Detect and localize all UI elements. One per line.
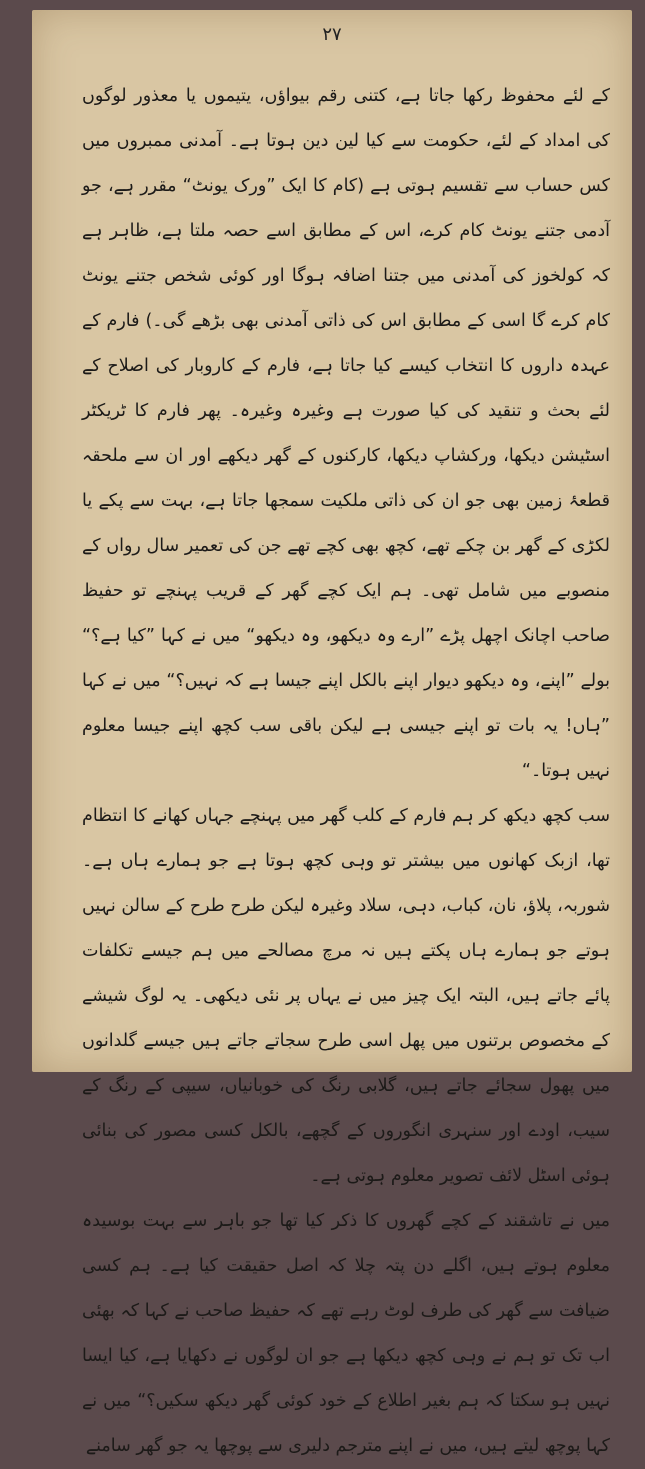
paragraph: میں نے تاشقند کے کچے گھروں کا ذکر کیا تھا جو باہر سے بہت بوسیدہ معلوم ہوتے ہیں، اگلے دن پتہ چلا کہ اصل حقیقت کیا ہے۔ ہم کسی ضیافت سے گھر کی طرف لوٹ رہے تھے کہ حفیظ صاحب نے کہا کہ بھئی اب تک تو ہم نے وہی کچھ دیکھا ہے جو ان لوگوں نے دکھایا ہے، کیا ایسا نہیں ہو سکتا کہ ہم بغیر اطلاع کے خود کوئی گھر دیکھ سکیں؟“ میں نے کہا پوچھ لیتے ہیں، میں نے اپنے مترجم دلیری سے پوچھا یہ جو گھر سامنے xyxy=(82,1211,610,1456)
paragraph: کے لئے محفوظ رکھا جاتا ہے، کتنی رقم بیواؤں، یتیموں یا معذور لوگوں کی امداد کے لئے، حکومت سے کیا لین دین ہوتا ہے۔ آمدنی ممبروں میں کس حساب سے تقسیم ہوتی ہے (کام کا ایک ”ورک یونٹ“ مقرر ہے، جو آدمی جتنے یونٹ کام کرے، اس کے مطابق اسے حصہ ملتا ہے، ظاہر ہے کہ کولخوز کی آمدنی میں جتنا اضافہ ہوگا اور کوئی شخص جتنے یونٹ کام کرے گا اسی کے مطابق اس کی ذاتی آمدنی بھی بڑھے گی۔) فارم کے عہدہ داروں کا انتخاب کیسے کیا جاتا ہے، فارم کے کاروبار کی اصلاح کے لئے بحث و تنقید کی کیا صورت ہے وغیرہ وغیرہ۔ پھر فارم کا ٹریکٹر اسٹیشن دیکھا، ورکشاپ دیکھا، کارکنوں کے گھر دیکھے اور ان سے ملحقہ قطعۂ زمین بھی جو ان کی ذاتی ملکیت سمجھا جاتا ہے، بہت سے پکے یا لکڑی کے گھر بن چکے تھے، کچھ بھی کچے تھے جن کی تعمیر سال رواں کے منصوبے میں شامل تھی۔ ہم ایک کچے گھر کے قریب پہنچے تو حفیظ صاحب اچانک اچھل پڑے ”ارے وہ دیکھو، وہ دیکھو“ میں نے کہا ”کیا ہے؟“ بولے ”اپنے، وہ دیکھو دیوار اپنے بالکل اپنے جیسا ہے کہ نہیں؟“ میں نے کہا ”ہاں! یہ بات تو اپنے جیسی ہے لیکن باقی سب کچھ اپنے جیسا معلوم نہیں ہوتا۔“ xyxy=(82,86,610,781)
book-page xyxy=(32,10,632,1456)
paragraph: سب کچھ دیکھ کر ہم فارم کے کلب گھر میں پہنچے جہاں کھانے کا انتظام تھا، ازبک کھانوں میں بیشتر تو وہی کچھ ہوتا ہے جو ہمارے ہاں ہے۔ شوربہ، پلاؤ، نان، کباب، دہی، سلاد وغیرہ لیکن طرح طرح کے سالن نہیں ہوتے جو ہمارے ہاں پکتے ہیں نہ مرچ مصالحے میں ہم جیسے تکلفات پائے جاتے ہیں، البتہ ایک چیز میں نے یہاں پر نئی دیکھی۔ یہ لوگ شیشے کے مخصوص برتنوں میں پھل اسی طرح سجاتے جاتے ہیں جیسے گلدانوں میں پھول سجائے جاتے ہیں، گلابی رنگ کی خوبانیاں، سیپی کے رنگ کے سیب، اودے اور سنہری انگوروں کے گچھے، بالکل کسی مصور کی بنائی ہوئی اسٹل لائف تصویر معلوم ہوتی ہے۔ xyxy=(82,806,610,1186)
page-number: ۲۷ xyxy=(322,24,342,45)
page-body-text xyxy=(82,74,610,1469)
